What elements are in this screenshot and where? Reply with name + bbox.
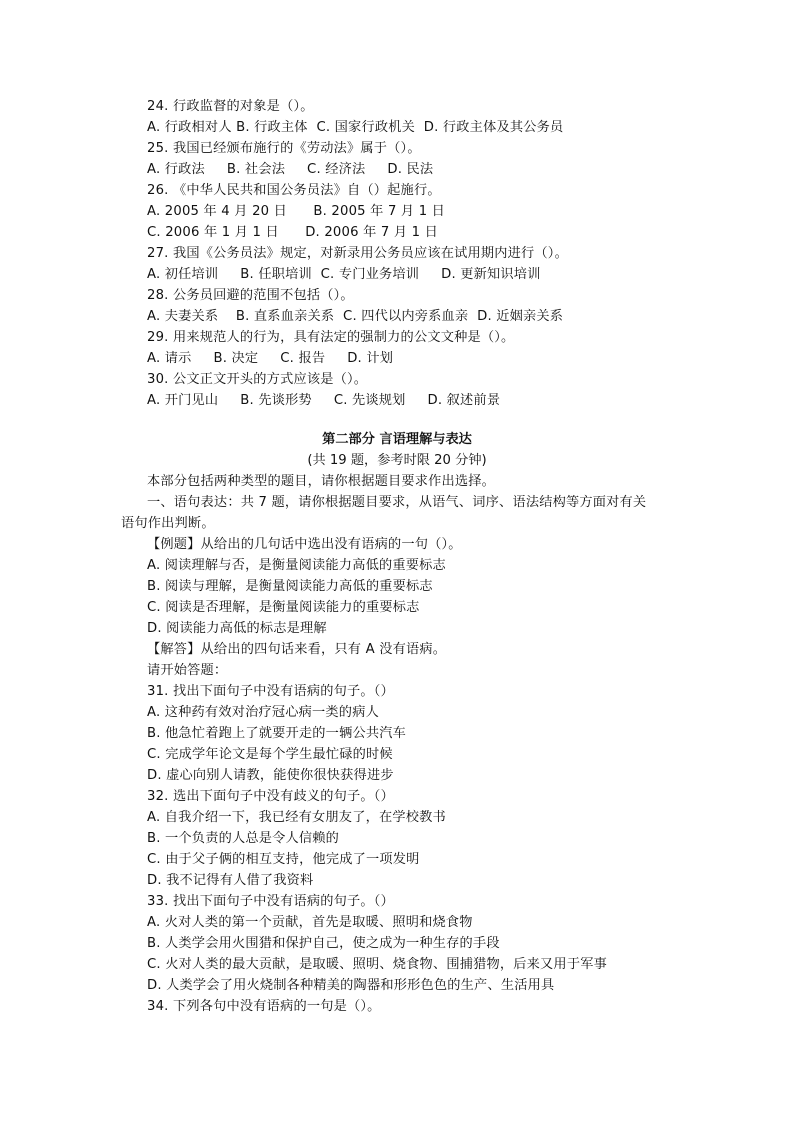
part2-subtitle: (共 19 题，参考时限 20 分钟) <box>307 453 487 468</box>
question-32-option-d: D. 我不记得有人借了我资料 <box>147 873 314 888</box>
question-30: 30. 公文正文开头的方式应该是（）。 <box>147 372 368 387</box>
question-33-option-c: C. 火对人类的最大贡献，是取暖、照明、烧食物、围捕猎物，后来又用于军事 <box>147 957 607 972</box>
question-31-option-b: B. 他急忙着跑上了就要开走的一辆公共汽车 <box>147 726 407 741</box>
question-32: 32. 选出下面句子中没有歧义的句子。（） <box>147 789 394 804</box>
question-33-option-b: B. 人类学会用火围猎和保护自己，使之成为一种生存的手段 <box>147 936 500 951</box>
question-32-option-c: C. 由于父子俩的相互支持，他完成了一项发明 <box>147 852 420 867</box>
part2-intro: 本部分包括两种类型的题目，请你根据题目要求作出选择。 <box>147 474 496 489</box>
question-31: 31. 找出下面句子中没有语病的句子。（） <box>147 684 394 699</box>
question-26: 26. 《中华人民共和国公务员法》自（）起施行。 <box>147 183 441 198</box>
example-option-d: D. 阅读能力高低的标志是理解 <box>147 621 327 636</box>
part2-instruction-line1: 一、语句表达：共 7 题，请你根据题目要求，从语气、词序、语法结构等方面对有关 <box>147 495 647 510</box>
question-29: 29. 用来规范人的行为，具有法定的强制力的公文文种是（）。 <box>147 330 515 345</box>
question-33: 33. 找出下面句子中没有语病的句子。（） <box>147 894 394 909</box>
question-27: 27. 我国《公务员法》规定，对新录用公务员应该在试用期内进行（）。 <box>147 246 568 261</box>
question-24: 24. 行政监督的对象是（）。 <box>147 99 314 114</box>
question-32-option-a: A. 自我介绍一下，我已经有女朋友了，在学校教书 <box>147 810 446 825</box>
question-31-option-d: D. 虚心向别人请教，能使你很快获得进步 <box>147 768 394 783</box>
example-question: 【例题】从给出的几句话中选出没有语病的一句（）。 <box>147 537 462 552</box>
question-33-option-a: A. 火对人类的第一个贡献，首先是取暖、照明和烧食物 <box>147 915 473 930</box>
question-26-options-cd: C. 2006 年 1 月 1 日 D. 2006 年 7 月 1 日 <box>147 225 439 240</box>
part2-title: 第二部分 言语理解与表达 <box>322 432 472 447</box>
example-answer: 【解答】从给出的四句话来看，只有 A 没有语病。 <box>147 642 447 657</box>
example-option-a: A. 阅读理解与否，是衡量阅读能力高低的重要标志 <box>147 558 446 573</box>
part2-instruction-line2: 语句作出判断。 <box>121 516 215 531</box>
question-25: 25. 我国已经颁布施行的《劳动法》属于（）。 <box>147 141 421 156</box>
question-31-option-c: C. 完成学年论文是每个学生最忙碌的时候 <box>147 747 393 762</box>
question-24-options: A. 行政相对人 B. 行政主体 C. 国家行政机关 D. 行政主体及其公务员 <box>147 120 564 135</box>
question-33-option-d: D. 人类学会了用火烧制各种精美的陶器和形形色色的生产、生活用具 <box>147 978 555 993</box>
question-31-option-a: A. 这种药有效对治疗冠心病一类的病人 <box>147 705 379 720</box>
question-34: 34. 下列各句中没有语病的一句是（）。 <box>147 999 381 1014</box>
example-option-b: B. 阅读与理解，是衡量阅读能力高低的重要标志 <box>147 579 433 594</box>
question-29-options: A. 请示 B. 决定 C. 报告 D. 计划 <box>147 351 394 366</box>
example-option-c: C. 阅读是否理解，是衡量阅读能力的重要标志 <box>147 600 420 615</box>
question-28: 28. 公务员回避的范围不包括（）。 <box>147 288 354 303</box>
question-27-options: A. 初任培训 B. 任职培训 C. 专门业务培训 D. 更新知识培训 <box>147 267 541 282</box>
question-32-option-b: B. 一个负责的人总是令人信赖的 <box>147 831 340 846</box>
question-25-options: A. 行政法 B. 社会法 C. 经济法 D. 民法 <box>147 162 434 177</box>
start-prompt: 请开始答题： <box>147 663 228 678</box>
question-26-options-ab: A. 2005 年 4 月 20 日 B. 2005 年 7 月 1 日 <box>147 204 446 219</box>
question-28-options: A. 夫妻关系 B. 直系血亲关系 C. 四代以内旁系血亲 D. 近姻亲关系 <box>147 309 564 324</box>
question-30-options: A. 开门见山 B. 先谈形势 C. 先谈规划 D. 叙述前景 <box>147 393 501 408</box>
